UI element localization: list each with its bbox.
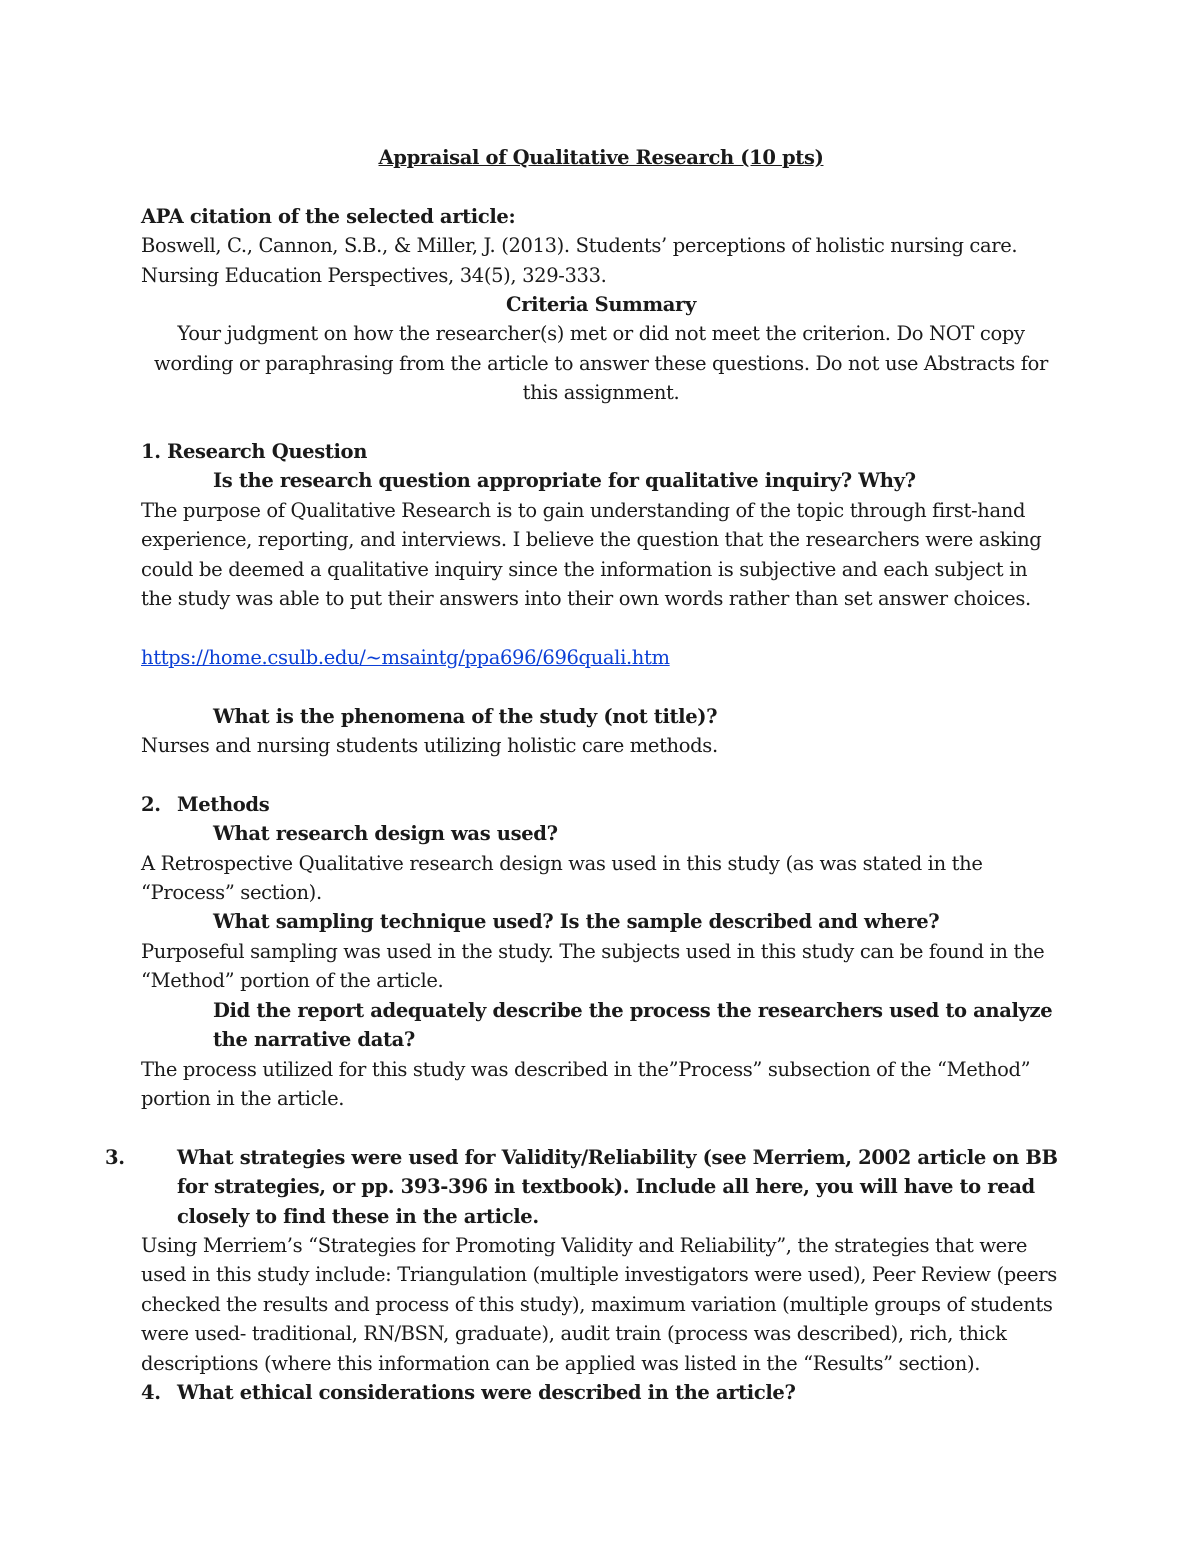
criteria-heading: Criteria Summary [506, 293, 696, 317]
section1-answer-1: The purpose of Qualitative Research is to gain understanding of the topic through first-hand experience, reporting, and interviews. I believe the question that the researchers were asking could be deemed a qualitative inquiry since the information is subjective and each subject in the study was able to put their answers into their own words rather than set answer choices. [141, 498, 1042, 611]
section3-heading: What strategies were used for Validity/Reliability (see Merriem, 2002 article on BB for strategies, or pp. 393-396 in textbook). Include all here, you will have to read closely to find these in the article. [177, 1145, 1058, 1228]
citation-line-1: Boswell, C., Cannon, S.B., & Miller, J. (2013). Students’ perceptions of holistic nursing care. [141, 234, 1018, 258]
citation-line-2: Nursing Education Perspectives, 34(5), 329-333. [141, 263, 607, 287]
section1-question-1: Is the research question appropriate for qualitative inquiry? Why? [213, 469, 916, 493]
section4-heading-line [141, 1378, 1061, 1407]
section2-question-1: What research design was used? [213, 822, 558, 846]
section2-heading: Methods [177, 792, 270, 816]
section2-question-2: What sampling technique used? Is the sample described and where? [213, 910, 940, 934]
section1-question-2: What is the phenomena of the study (not title)? [213, 704, 718, 728]
document-body [105, 143, 1061, 1407]
section2-number: 2. [141, 792, 161, 816]
section4-heading: What ethical considerations were described in the article? [177, 1380, 796, 1404]
section4-number: 4. [141, 1380, 161, 1404]
criteria-text: Your judgment on how the researcher(s) met or did not meet the criterion. Do NOT copy wording or paraphrasing from the article to answer these questions. Do not use Abstracts for this assignment. [154, 322, 1048, 405]
section2-question-3: Did the report adequately describe the process the researchers used to analyze the narrative data? [213, 998, 1053, 1052]
citation-heading: APA citation of the selected article: [141, 204, 516, 228]
section2-answer-1: A Retrospective Qualitative research design was used in this study (as was stated in the “Process” section). [141, 851, 983, 905]
section3-number: 3. [105, 1145, 125, 1169]
section2-answer-3: The process utilized for this study was described in the”Process” subsection of the “Method” portion in the article. [141, 1057, 1031, 1110]
section3-heading-line [105, 1143, 1061, 1231]
document-title: Appraisal of Qualitative Research (10 pts) [378, 146, 824, 169]
section2-answer-2: Purposeful sampling was used in the study. The subjects used in this study can be found in the “Method” portion of the article. [141, 939, 1045, 993]
section1-answer-2: Nurses and nursing students utilizing holistic care methods. [141, 734, 718, 758]
section2-heading-line [141, 790, 1061, 819]
section1-heading: 1. Research Question [141, 440, 368, 464]
reference-link[interactable]: https://home.csulb.edu/~msaintg/ppa696/696quali.htm [141, 645, 670, 669]
section3-answer: Using Merriem’s “Strategies for Promoting Validity and Reliability”, the strategies that were used in this study include: Triangulation (multiple investigators were used), Peer Review (peers checked the results and process of this study), maximum variation (multiple groups of students were used- traditional, RN/BSN, graduate), audit train (process was described), rich, thick descriptions (where this information can be applied was listed in the “Results” section). [141, 1233, 1057, 1375]
